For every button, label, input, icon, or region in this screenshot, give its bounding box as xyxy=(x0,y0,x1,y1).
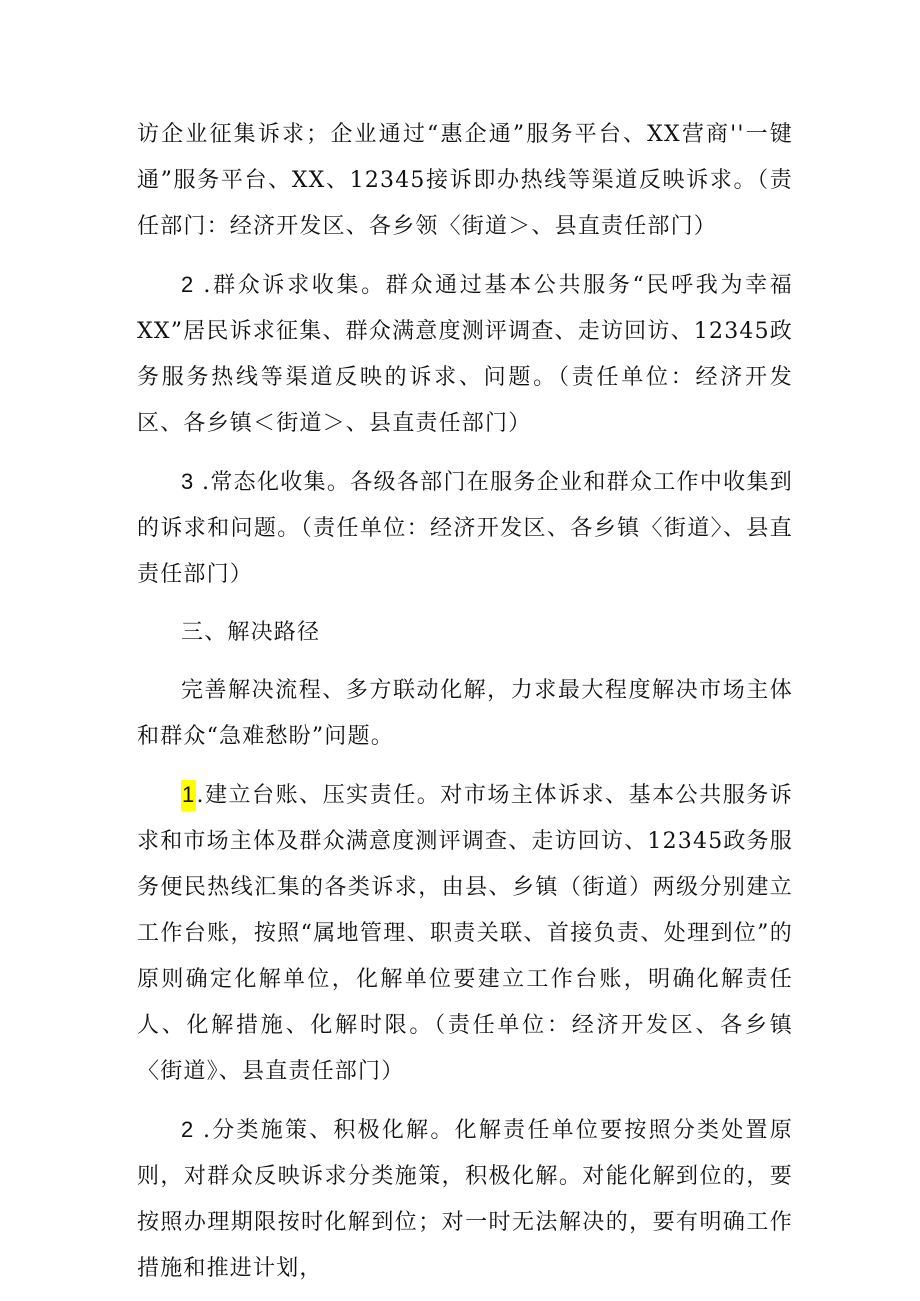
paragraph-text: .群众诉求收集。群众通过基本公共服务“民呼我为幸福XX”居民诉求征集、群众满意度测评调查、走访回访、12345政务服务热线等渠道反映的诉求、问题。（责任单位：经济开发区、各乡镇＜街道＞、县直责任部门） xyxy=(137,273,793,436)
paragraph-text: .分类施策、积极化解。化解责任单位要按照分类处置原则，对群众反映诉求分类施策，积极化解。对能化解到位的，要按照办理期限按时化解到位；对一时无法解决的，要有明确工作措施和推进计划， xyxy=(137,1118,793,1281)
paragraph-text: 访企业征集诉求；企业通过“惠企通”服务平台、XX营商''一键通”服务平台、XX、12345接诉即办热线等渠道反映诉求。（责任部门：经济开发区、各乡领〈街道＞、县直责任部门） xyxy=(137,122,793,239)
paragraph-text: .建立台账、压实责任。对市场主体诉求、基本公共服务诉求和市场主体及群众满意度测评调查、走访回访、12345政务服务便民热线汇集的各类诉求，由县、乡镇（街道）两级分别建立工作台账，按照“属地管理、职责关联、首接负责、处理到位”的原则确定化解单位，化解单位要建立工作台账，明确化解责任人、化解措施、化解时限。（责任单位：经济开发区、各乡镇〈街道》、县直责任部门） xyxy=(137,783,793,1084)
paragraph-public-demands xyxy=(137,262,793,447)
paragraph-enterprise-channels xyxy=(137,112,793,250)
highlighted-item-number: 1 xyxy=(181,780,196,811)
item-number: 3 xyxy=(181,469,194,494)
paragraph-classified-resolution xyxy=(137,1107,793,1292)
paragraph-ledger-responsibility xyxy=(137,772,793,1095)
item-number: 2 xyxy=(181,1117,194,1142)
paragraph-routine-collection xyxy=(137,459,793,598)
paragraph-text: 完善解决流程、多方联动化解，力求最大程度解决市场主体和群众“急难愁盼”问题。 xyxy=(137,678,793,749)
item-number: 2 xyxy=(181,272,194,297)
paragraph-solution-intro xyxy=(137,668,793,760)
section-heading: 三、解决路径 xyxy=(181,620,321,645)
paragraph-text: .常态化收集。各级各部门在服务企业和群众工作中收集到的诉求和问题。（责任单位：经济开发区、各乡镇〈街道〉、县直责任部门） xyxy=(137,470,793,587)
document-body xyxy=(137,112,793,1292)
